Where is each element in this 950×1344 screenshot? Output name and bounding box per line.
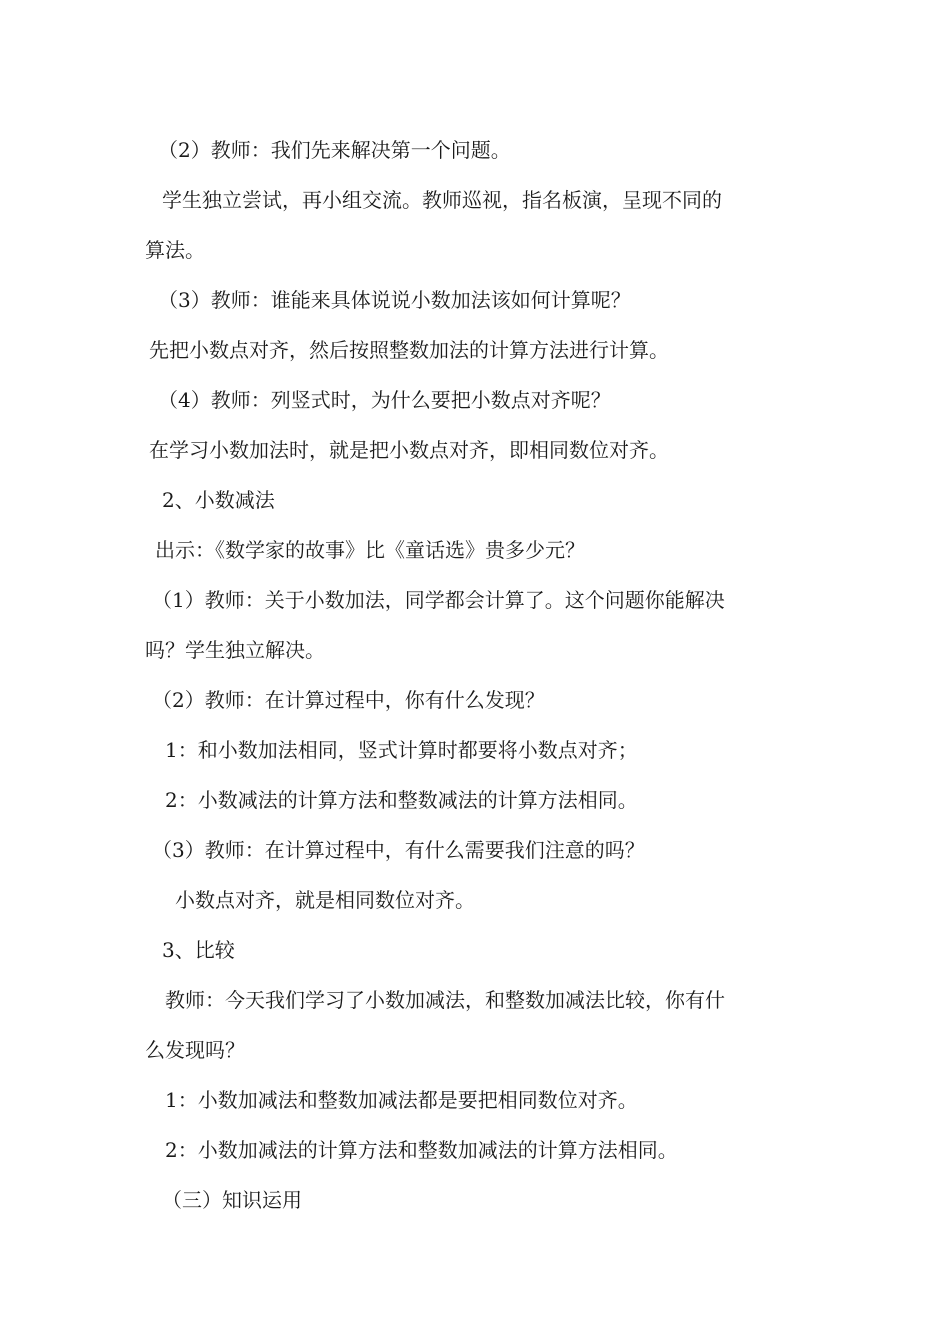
paragraph-line: 吗？学生独立解决。 [145, 638, 325, 662]
paragraph-line: 小数点对齐，就是相同数位对齐。 [175, 888, 475, 912]
paragraph-line: 1：小数加减法和整数加减法都是要把相同数位对齐。 [165, 1088, 638, 1112]
paragraph-line: 教师：今天我们学习了小数加减法，和整数加减法比较，你有什 [165, 988, 725, 1012]
paragraph-line: 先把小数点对齐，然后按照整数加法的计算方法进行计算。 [149, 338, 669, 362]
section-heading: 2、小数减法 [162, 488, 275, 512]
paragraph-line: 出示：《数学家的故事》比《童话选》贵多少元？ [155, 538, 585, 562]
paragraph-line: 1：和小数加法相同，竖式计算时都要将小数点对齐； [165, 738, 638, 762]
paragraph-line: 么发现吗？ [145, 1038, 245, 1062]
paragraph-line: 在学习小数加法时，就是把小数点对齐，即相同数位对齐。 [149, 438, 669, 462]
paragraph-line: 2：小数减法的计算方法和整数减法的计算方法相同。 [165, 788, 638, 812]
paragraph-line: 2：小数加减法的计算方法和整数加减法的计算方法相同。 [165, 1138, 678, 1162]
paragraph-line: （1）教师：关于小数加法，同学都会计算了。这个问题你能解决 [152, 588, 725, 612]
section-heading: （三）知识运用 [162, 1188, 302, 1212]
paragraph-line: （2）教师：在计算过程中，你有什么发现？ [152, 688, 545, 712]
section-heading: 3、比较 [162, 938, 235, 962]
paragraph-line: （3）教师：谁能来具体说说小数加法该如何计算呢？ [158, 288, 631, 312]
paragraph-line: （2）教师：我们先来解决第一个问题。 [158, 138, 511, 162]
paragraph-line: （4）教师：列竖式时，为什么要把小数点对齐呢？ [158, 388, 611, 412]
paragraph-line: 学生独立尝试，再小组交流。教师巡视，指名板演，呈现不同的 [162, 188, 722, 212]
paragraph-line: 算法。 [145, 238, 205, 262]
paragraph-line: （3）教师：在计算过程中，有什么需要我们注意的吗？ [152, 838, 645, 862]
